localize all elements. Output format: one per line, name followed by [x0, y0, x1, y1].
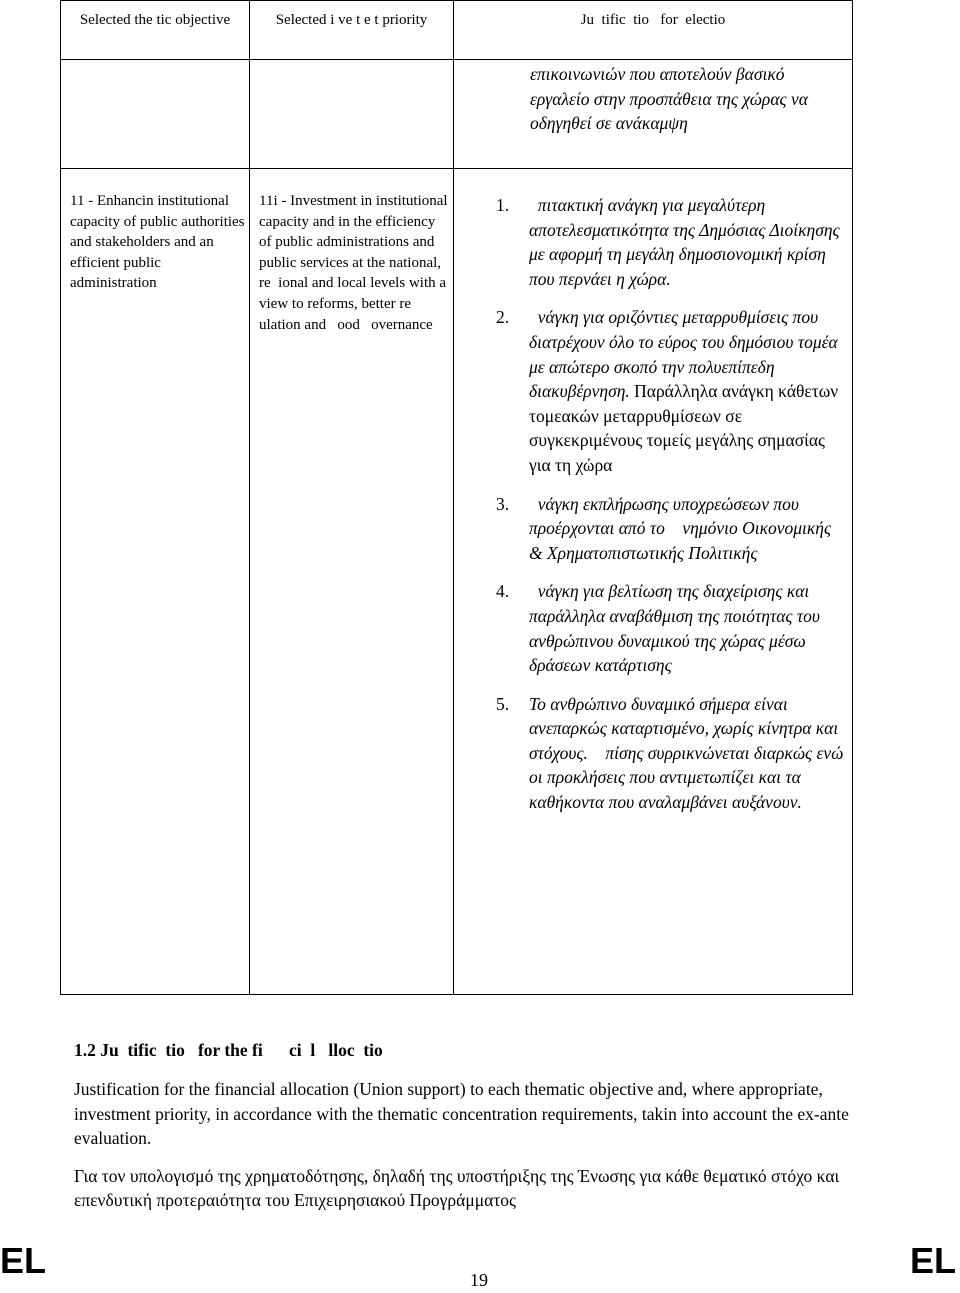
header-separator [60, 59, 853, 60]
item-text: πιτακτική ανάγκη για μεγαλύτερη αποτελεσματικότητα της Δημόσιας Διοίκησης με αφορμή τη μεγάλη δημοσιονομική κρίση που περνάει η χώρα. [529, 195, 845, 289]
continuation-text: επικοινωνιών που αποτελούν βασικό εργαλείο στην προσπάθεια της χώρας να οδηγηθεί σε ανάκαμψη [530, 64, 808, 134]
item-number: 2. [496, 307, 510, 328]
english-paragraph: Justification for the financial allocation (Union support) to each thematic objective and, where appropriate, investment priority, in accordance with the thematic concentration requirements, takin into account the ex-ante evaluation. [74, 1079, 849, 1149]
table-border-top [60, 0, 853, 1]
item-number: 5. [496, 693, 510, 714]
row-separator [60, 168, 853, 169]
column-separator-2 [453, 0, 454, 995]
justification-table [60, 0, 853, 995]
justification-item [496, 305, 846, 477]
header-priority: Selected i ve t e t priority [275, 12, 428, 28]
justification-item [496, 579, 846, 677]
justification-item [496, 193, 846, 291]
table-border-bottom [60, 994, 853, 995]
item-text: νάγκη εκπλήρωσης υποχρεώσεων που προέρχονται από το νημόνιο Οικονομικής & Χρηματοπιστωτικής Πολιτικής [529, 493, 836, 563]
item-number: 1. [496, 195, 510, 215]
section-title: 1.2 Ju tific tio for the fi ci l lloc tio [74, 1040, 383, 1060]
header-justification: Ju tific tio for electio [580, 12, 726, 28]
item-number: 4. [496, 581, 510, 602]
item-text: Το ανθρώπινο δυναμικό σήμερα είναι ανεπαρκώς καταρτισμένο, χωρίς κίνητρα και στόχους. πίσης συρρικνώνεται διαρκώς ενώ οι προκλήσεις που αντιμετωπίζει και τα καθήκοντα που αναλαμβάνει αυξάνουν. [529, 693, 848, 813]
item-number: 3. [496, 493, 510, 514]
footer-right-language-mark: EL [909, 1240, 956, 1281]
table-border-left [60, 0, 61, 995]
footer-left-language-mark: EL [0, 1240, 47, 1281]
financial-allocation-section [74, 1040, 874, 1226]
item-text: νάγκη για βελτίωση της διαχείρισης και παράλληλα αναβάθμιση της ποιότητας του ανθρώπινου δυναμικού της χώρας μέσω δράσεων κατάρτισης [529, 581, 825, 676]
greek-paragraph: Για τον υπολογισμό της χρηματοδότησης, δηλαδή της υποστήριξης της Ένωσης για κάθε θεματικό στόχο και επενδυτική προτεραιότητα του Επιχειρησιακού Προγράμματος [74, 1165, 840, 1211]
page-number: 19 [470, 1270, 488, 1290]
item-extra-text: Παράλληλα ανάγκη κάθετων τομεακών μεταρρυθμίσεων σε συγκεκριμένους τομείς μεγάλης σημασίας για τη χώρα [529, 381, 843, 475]
justification-item [496, 692, 846, 815]
column-separator-1 [249, 0, 250, 995]
justification-item [496, 492, 846, 566]
thematic-objective-cell: 11 - Enhancin institutional capacity of public authorities and stakeholders and an efficient public administration [70, 193, 245, 292]
table-border-right [852, 0, 853, 995]
investment-priority-cell: 11i - Investment in institutional capacity and in the efficiency of public administrations and public services at the national, re ional and local levels with a view to reforms, better re ulation and ood overnance [259, 193, 452, 333]
justification-list [496, 193, 846, 829]
header-objective: Selected the tic objective [79, 12, 231, 28]
item-text: νάγκη για οριζόντιες μεταρρυθμίσεις που διατρέχουν όλο το εύρος του δημόσιου τομέα με απώτερο σκοπό την πολυεπίπεδη διακυβέρνηση. [529, 307, 843, 402]
